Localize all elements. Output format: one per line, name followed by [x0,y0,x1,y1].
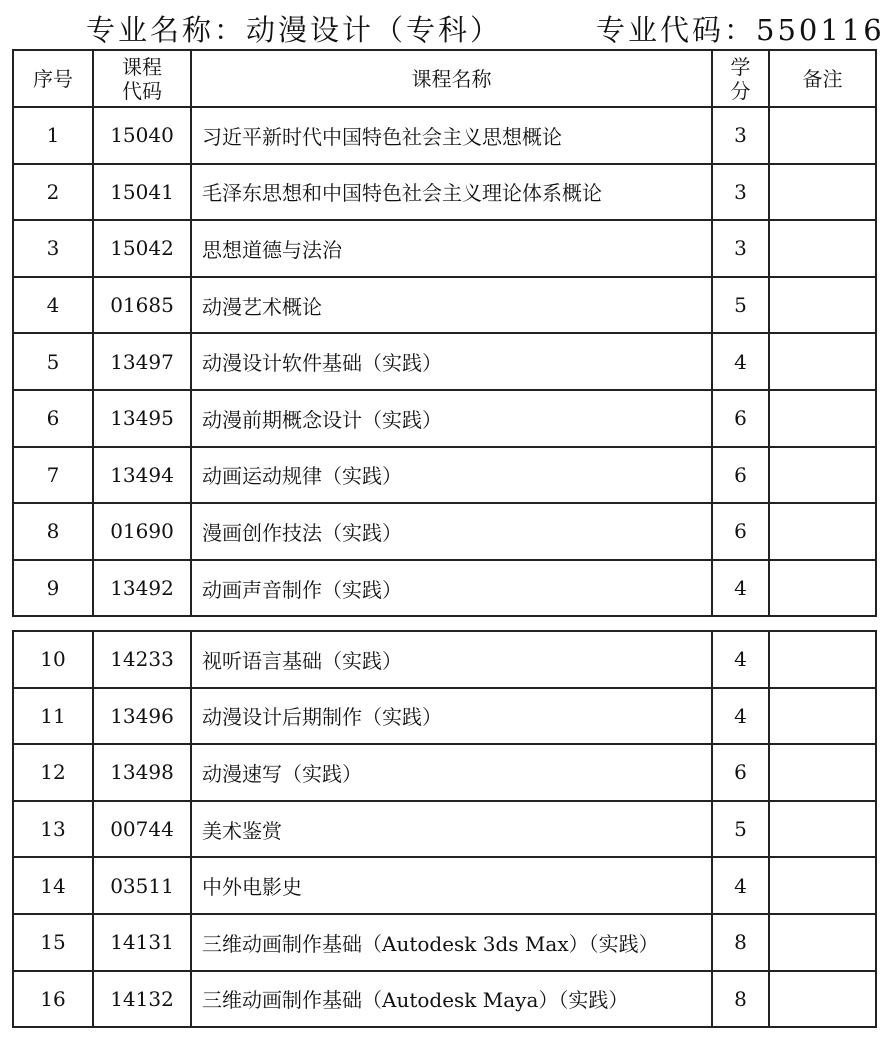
cell-course-code: 14132 [93,971,191,1028]
cell-credits: 3 [712,164,769,221]
header-course-code-line2: 代码 [122,78,162,103]
cell-remarks [769,971,876,1028]
cell-course-name: 动漫速写（实践） [191,744,712,801]
cell-course-name: 动漫设计后期制作（实践） [191,688,712,745]
table-row [13,107,876,164]
cell-course-name: 动漫前期概念设计（实践） [191,390,712,447]
cell-course-code: 00744 [93,801,191,858]
cell-course-code: 13496 [93,688,191,745]
cell-credits: 6 [712,503,769,560]
cell-course-name: 动漫设计软件基础（实践） [191,333,712,390]
table-row [13,447,876,504]
cell-seq: 5 [13,333,93,390]
table-row [13,277,876,334]
cell-seq: 10 [13,631,93,688]
cell-remarks [769,744,876,801]
cell-remarks [769,914,876,971]
cell-credits: 6 [712,390,769,447]
header-course-code-line1: 课程 [122,54,162,79]
table-header-row [13,50,876,107]
cell-course-code: 13497 [93,333,191,390]
cell-remarks [769,503,876,560]
cell-course-name: 三维动画制作基础（Autodesk 3ds Max）（实践） [191,914,712,971]
cell-remarks [769,560,876,617]
cell-remarks [769,333,876,390]
table-row [13,971,876,1028]
header-seq: 序号 [13,50,93,107]
cell-seq: 16 [13,971,93,1028]
cell-remarks [769,107,876,164]
table-row [13,631,876,688]
cell-remarks [769,220,876,277]
cell-remarks [769,447,876,504]
table-row [13,333,876,390]
cell-course-name: 美术鉴赏 [191,801,712,858]
header-credits [712,50,769,107]
cell-course-code: 14131 [93,914,191,971]
header-credits-line1: 学 [730,54,751,79]
cell-seq: 3 [13,220,93,277]
cell-credits: 8 [712,971,769,1028]
table-row [13,688,876,745]
table-row [13,164,876,221]
cell-seq: 13 [13,801,93,858]
cell-credits: 8 [712,914,769,971]
cell-credits: 3 [712,107,769,164]
table-row [13,390,876,447]
cell-course-code: 15041 [93,164,191,221]
cell-remarks [769,688,876,745]
header-remarks: 备注 [769,50,876,107]
cell-seq: 1 [13,107,93,164]
cell-credits: 4 [712,560,769,617]
cell-credits: 5 [712,277,769,334]
cell-credits: 4 [712,631,769,688]
cell-credits: 6 [712,744,769,801]
cell-course-code: 13492 [93,560,191,617]
cell-remarks [769,164,876,221]
cell-course-name: 动画声音制作（实践） [191,560,712,617]
cell-course-code: 01690 [93,503,191,560]
cell-remarks [769,631,876,688]
cell-seq: 7 [13,447,93,504]
cell-seq: 12 [13,744,93,801]
table-row [13,914,876,971]
cell-course-code: 13495 [93,390,191,447]
course-table-part2 [12,630,877,1028]
cell-course-code: 03511 [93,857,191,914]
cell-credits: 3 [712,220,769,277]
table-row [13,503,876,560]
header-course-name: 课程名称 [191,50,712,107]
course-table-part1 [12,49,877,617]
cell-course-name: 漫画创作技法（实践） [191,503,712,560]
cell-course-name: 思想道德与法治 [191,220,712,277]
cell-course-name: 习近平新时代中国特色社会主义思想概论 [191,107,712,164]
cell-seq: 8 [13,503,93,560]
cell-seq: 4 [13,277,93,334]
cell-credits: 4 [712,688,769,745]
header-course-code [93,50,191,107]
cell-course-name: 中外电影史 [191,857,712,914]
table-row [13,744,876,801]
cell-credits: 4 [712,333,769,390]
cell-course-code: 13498 [93,744,191,801]
cell-seq: 14 [13,857,93,914]
cell-credits: 6 [712,447,769,504]
header-credits-line2: 分 [730,78,751,103]
cell-course-code: 01685 [93,277,191,334]
major-code: 专业代码：550116 [596,13,885,47]
cell-course-name: 三维动画制作基础（Autodesk Maya）（实践） [191,971,712,1028]
cell-remarks [769,801,876,858]
document-title [0,8,887,48]
cell-course-code: 15042 [93,220,191,277]
cell-course-name: 动画运动规律（实践） [191,447,712,504]
cell-credits: 5 [712,801,769,858]
cell-remarks [769,390,876,447]
cell-seq: 11 [13,688,93,745]
cell-course-code: 14233 [93,631,191,688]
cell-course-name: 动漫艺术概论 [191,277,712,334]
cell-seq: 2 [13,164,93,221]
cell-seq: 9 [13,560,93,617]
table-row [13,857,876,914]
table-row [13,220,876,277]
cell-remarks [769,857,876,914]
table-row [13,801,876,858]
cell-seq: 6 [13,390,93,447]
cell-course-name: 毛泽东思想和中国特色社会主义理论体系概论 [191,164,712,221]
major-name: 专业名称：动漫设计（专科） [86,13,503,47]
cell-remarks [769,277,876,334]
cell-course-code: 13494 [93,447,191,504]
table-row [13,560,876,617]
cell-credits: 4 [712,857,769,914]
cell-course-name: 视听语言基础（实践） [191,631,712,688]
cell-course-code: 15040 [93,107,191,164]
cell-seq: 15 [13,914,93,971]
